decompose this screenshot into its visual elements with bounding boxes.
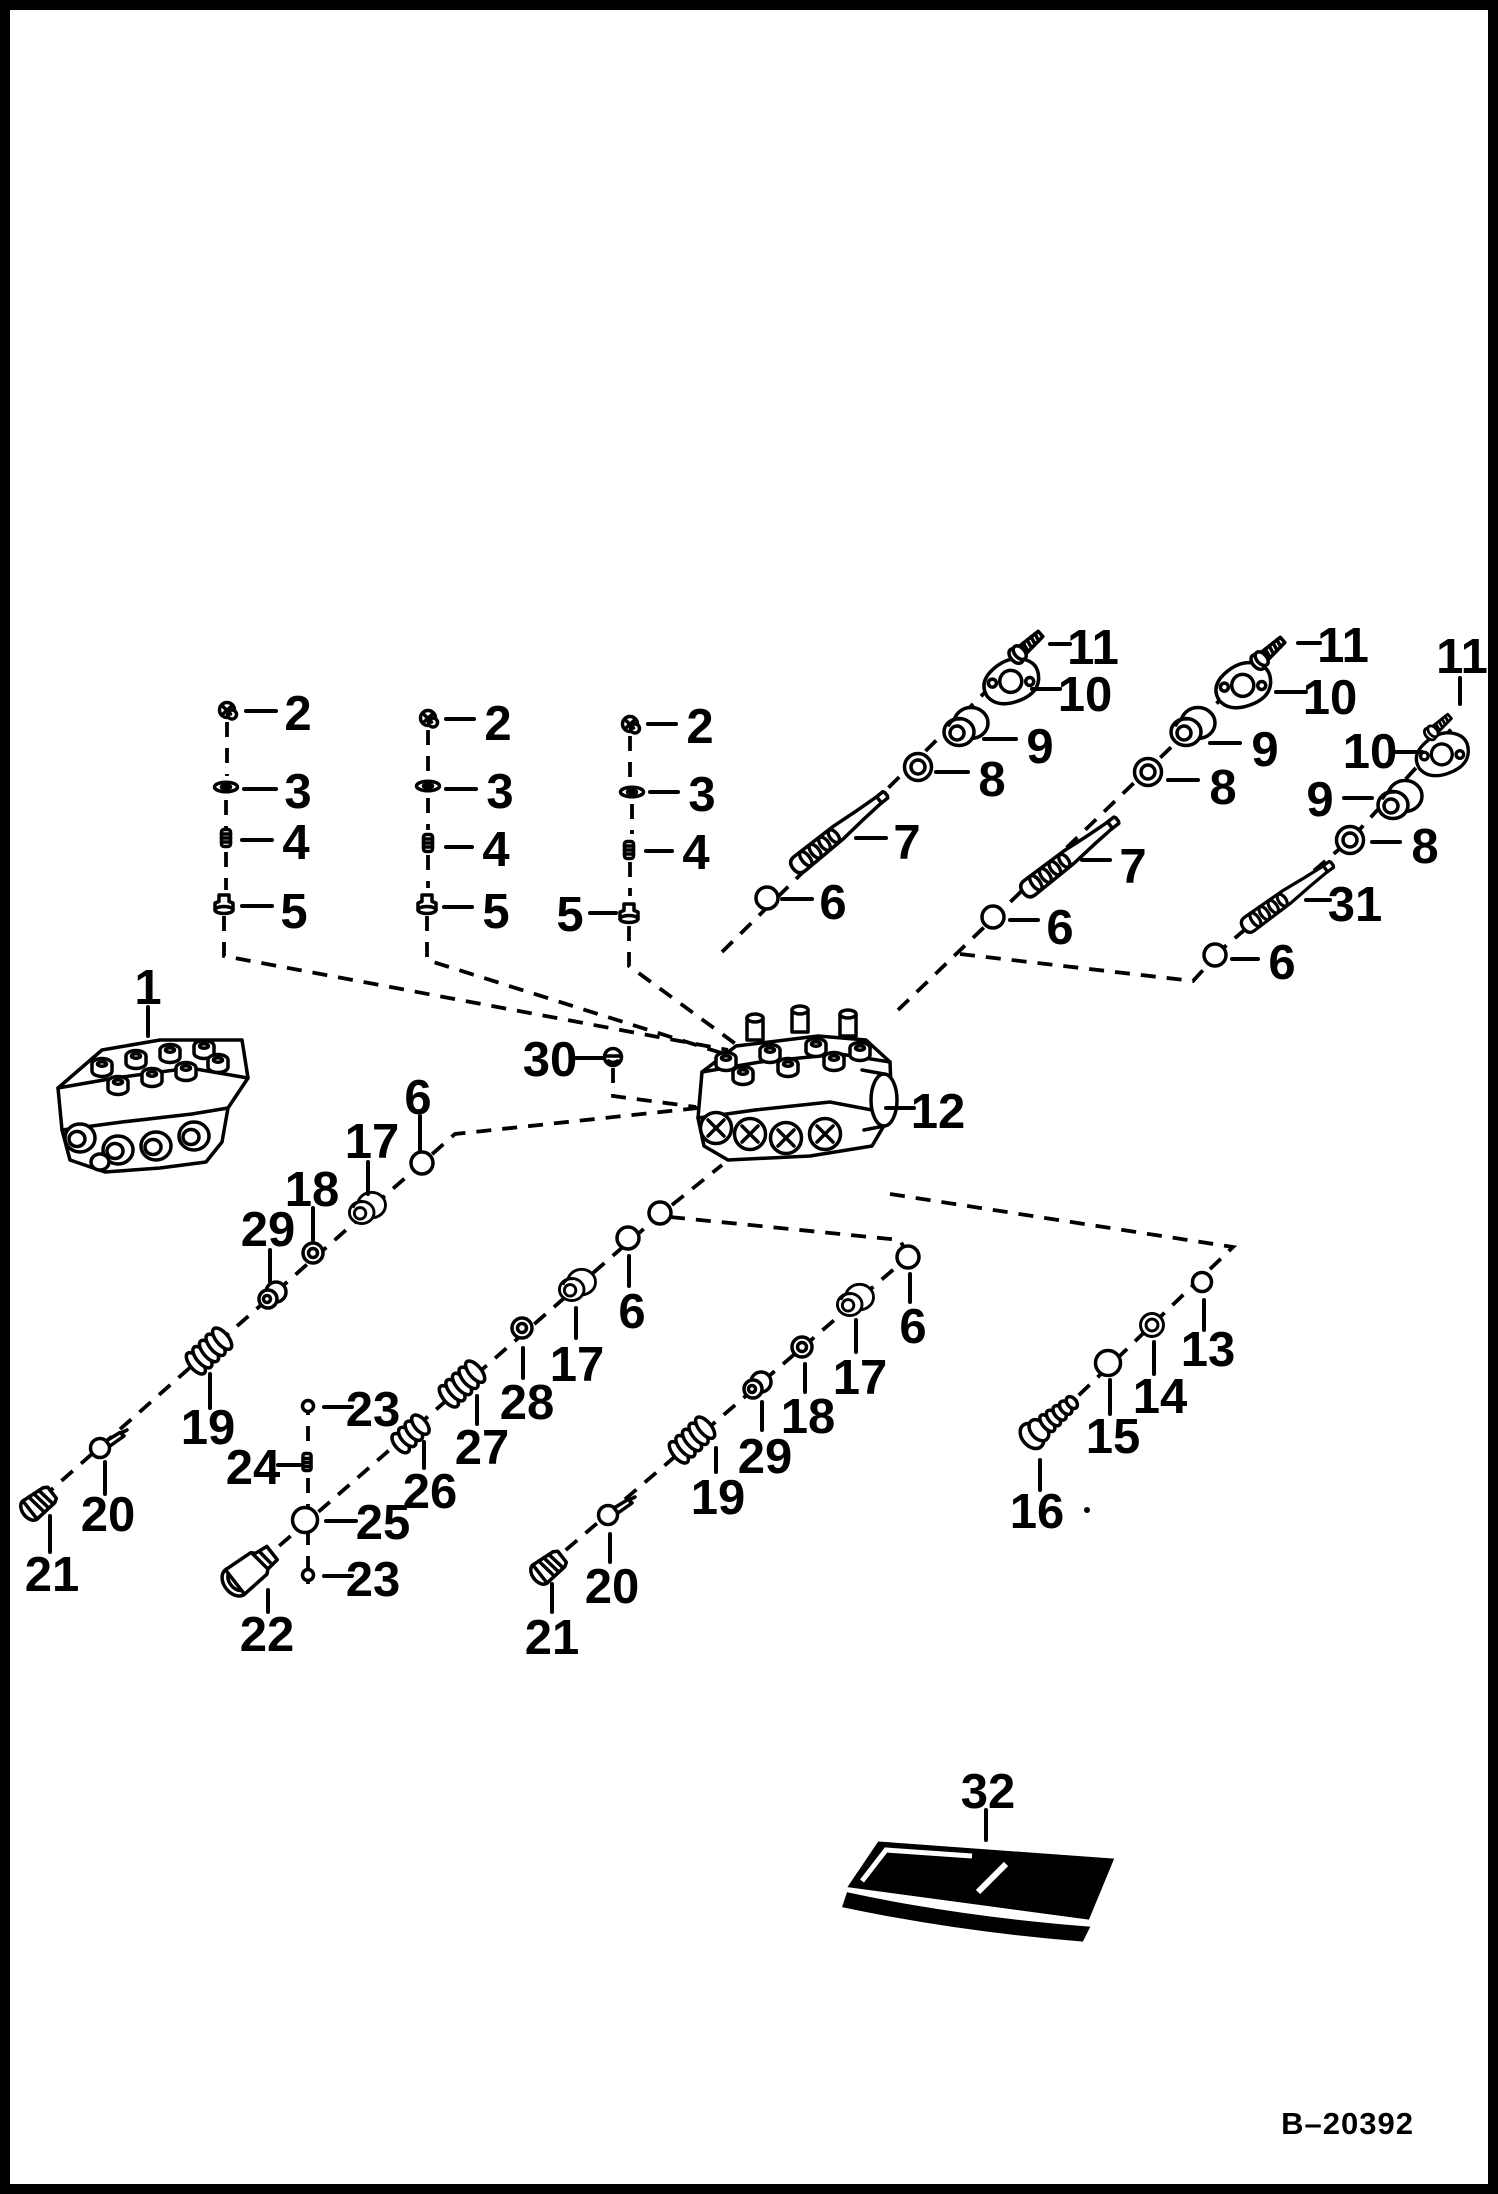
callout-label-15: 15 xyxy=(1085,1410,1141,1464)
gland-cap xyxy=(1171,708,1215,746)
o-ring xyxy=(1204,944,1226,966)
callout-label-5: 5 xyxy=(482,885,510,939)
callout-label-6: 6 xyxy=(404,1071,432,1125)
callout-label-26: 26 xyxy=(402,1465,458,1519)
pin-icon xyxy=(424,835,433,852)
callout-layer xyxy=(25,619,1488,1840)
callout-label-9: 9 xyxy=(1026,720,1054,774)
callout-label-29: 29 xyxy=(737,1430,793,1484)
callout-label-6: 6 xyxy=(819,876,847,930)
callout-label-11: 11 xyxy=(1067,621,1119,675)
o-ring xyxy=(982,906,1004,928)
port-flange xyxy=(1411,727,1474,782)
callout-label-7: 7 xyxy=(1119,840,1147,894)
callout-label-19: 19 xyxy=(690,1471,746,1525)
callout-label-20: 20 xyxy=(80,1488,136,1542)
check-ball xyxy=(1096,1351,1121,1376)
callout-label-11: 11 xyxy=(1317,619,1369,673)
callout-label-4: 4 xyxy=(682,826,710,880)
valve-seat xyxy=(259,1282,286,1308)
callout-label-10: 10 xyxy=(1342,725,1398,779)
callout-label-7: 7 xyxy=(893,816,921,870)
cap-screw xyxy=(1248,634,1288,672)
screw-icon xyxy=(220,703,237,720)
callout-label-5: 5 xyxy=(556,888,584,942)
callout-label-17: 17 xyxy=(832,1351,888,1405)
gland-cap xyxy=(1378,781,1422,819)
washer-icon xyxy=(215,782,238,792)
callout-label-23: 23 xyxy=(345,1553,401,1607)
callout-label-25: 25 xyxy=(355,1496,411,1550)
washer-icon xyxy=(621,787,644,797)
callout-label-23: 23 xyxy=(345,1383,401,1437)
washer-icon xyxy=(417,781,440,791)
o-ring xyxy=(897,1246,919,1268)
callout-label-3: 3 xyxy=(284,765,312,819)
callout-label-22: 22 xyxy=(239,1608,295,1662)
valve-spool xyxy=(788,787,892,876)
seal-washer xyxy=(303,1243,323,1263)
seal-washer xyxy=(512,1318,532,1338)
valve-spool xyxy=(1018,812,1123,899)
check-valve-chain-3 xyxy=(527,1246,919,1588)
ball xyxy=(303,1401,314,1412)
seal-washer xyxy=(1135,759,1162,786)
callout-label-21: 21 xyxy=(24,1548,80,1602)
reference-code: B–20392 xyxy=(1281,2106,1414,2141)
ball xyxy=(303,1570,314,1581)
callout-label-6: 6 xyxy=(1268,936,1296,990)
callout-label-9: 9 xyxy=(1251,723,1279,777)
callout-label-9: 9 xyxy=(1306,773,1334,827)
callout-label-10: 10 xyxy=(1057,668,1113,722)
gland-cap xyxy=(837,1284,873,1315)
callout-label-28: 28 xyxy=(499,1376,555,1430)
gland-cap xyxy=(559,1269,595,1300)
callout-label-14: 14 xyxy=(1132,1370,1188,1424)
callout-label-20: 20 xyxy=(584,1560,640,1614)
o-ring xyxy=(1193,1273,1212,1292)
check-ball xyxy=(293,1508,318,1533)
callout-label-21: 21 xyxy=(524,1611,580,1665)
o-ring xyxy=(617,1227,639,1249)
seal-washer xyxy=(1337,827,1364,854)
callout-label-24: 24 xyxy=(225,1441,281,1495)
seal-washer xyxy=(1141,1314,1164,1337)
valve-seat xyxy=(744,1372,771,1398)
screw-icon xyxy=(421,711,438,728)
main-valve-body-12 xyxy=(698,1006,897,1160)
callout-label-17: 17 xyxy=(344,1115,400,1169)
callout-label-8: 8 xyxy=(1209,761,1237,815)
adjusting-screw xyxy=(1015,1389,1084,1453)
plug-icon xyxy=(215,895,233,914)
callout-label-32: 32 xyxy=(960,1765,1016,1819)
callout-label-31: 31 xyxy=(1327,878,1383,932)
callout-label-13: 13 xyxy=(1180,1323,1236,1377)
seal-kit-plate-32 xyxy=(844,1843,1112,1940)
callout-label-6: 6 xyxy=(899,1300,927,1354)
plug-icon xyxy=(418,895,436,914)
callout-label-29: 29 xyxy=(240,1203,296,1257)
seal-washer xyxy=(905,754,932,781)
threaded-plug xyxy=(527,1548,569,1588)
callout-label-8: 8 xyxy=(1411,820,1439,874)
callout-label-6: 6 xyxy=(1046,901,1074,955)
valve-spool xyxy=(1239,857,1337,935)
callout-label-6: 6 xyxy=(618,1285,646,1339)
valve-block-1 xyxy=(58,1040,248,1172)
parts-diagram xyxy=(10,10,1498,2194)
screw-icon xyxy=(623,717,640,734)
callout-label-4: 4 xyxy=(282,816,310,870)
seal-washer xyxy=(792,1337,812,1357)
gland-cap xyxy=(944,708,988,746)
callout-label-2: 2 xyxy=(284,687,312,741)
callout-label-30: 30 xyxy=(522,1033,578,1087)
callout-label-5: 5 xyxy=(280,885,308,939)
pin-icon xyxy=(625,842,634,859)
gland-cap xyxy=(349,1192,385,1223)
poppet xyxy=(91,1430,128,1458)
callout-label-4: 4 xyxy=(482,823,510,877)
callout-label-16: 16 xyxy=(1009,1485,1065,1539)
plug-30 xyxy=(605,1049,622,1066)
valve-towers xyxy=(747,1006,856,1040)
callout-label-2: 2 xyxy=(484,697,512,751)
o-ring xyxy=(756,887,778,909)
callout-label-3: 3 xyxy=(486,765,514,819)
pin-icon xyxy=(222,830,231,847)
o-ring xyxy=(649,1202,671,1224)
o-ring xyxy=(411,1152,433,1174)
stray-dot xyxy=(1084,1507,1090,1513)
callout-label-2: 2 xyxy=(686,700,714,754)
callout-label-10: 10 xyxy=(1302,671,1358,725)
callout-label-18: 18 xyxy=(780,1390,836,1444)
callout-label-12: 12 xyxy=(910,1085,966,1139)
callout-label-18: 18 xyxy=(284,1163,340,1217)
callout-label-1: 1 xyxy=(134,961,162,1015)
callout-label-27: 27 xyxy=(454,1421,510,1475)
callout-label-3: 3 xyxy=(688,768,716,822)
relief-body xyxy=(217,1541,282,1601)
plug-icon xyxy=(620,904,638,923)
poppet xyxy=(599,1497,636,1525)
callout-label-11: 11 xyxy=(1436,630,1488,684)
callout-label-19: 19 xyxy=(180,1401,236,1455)
callout-label-8: 8 xyxy=(978,753,1006,807)
pin xyxy=(303,1454,311,1471)
callout-label-17: 17 xyxy=(549,1338,605,1392)
